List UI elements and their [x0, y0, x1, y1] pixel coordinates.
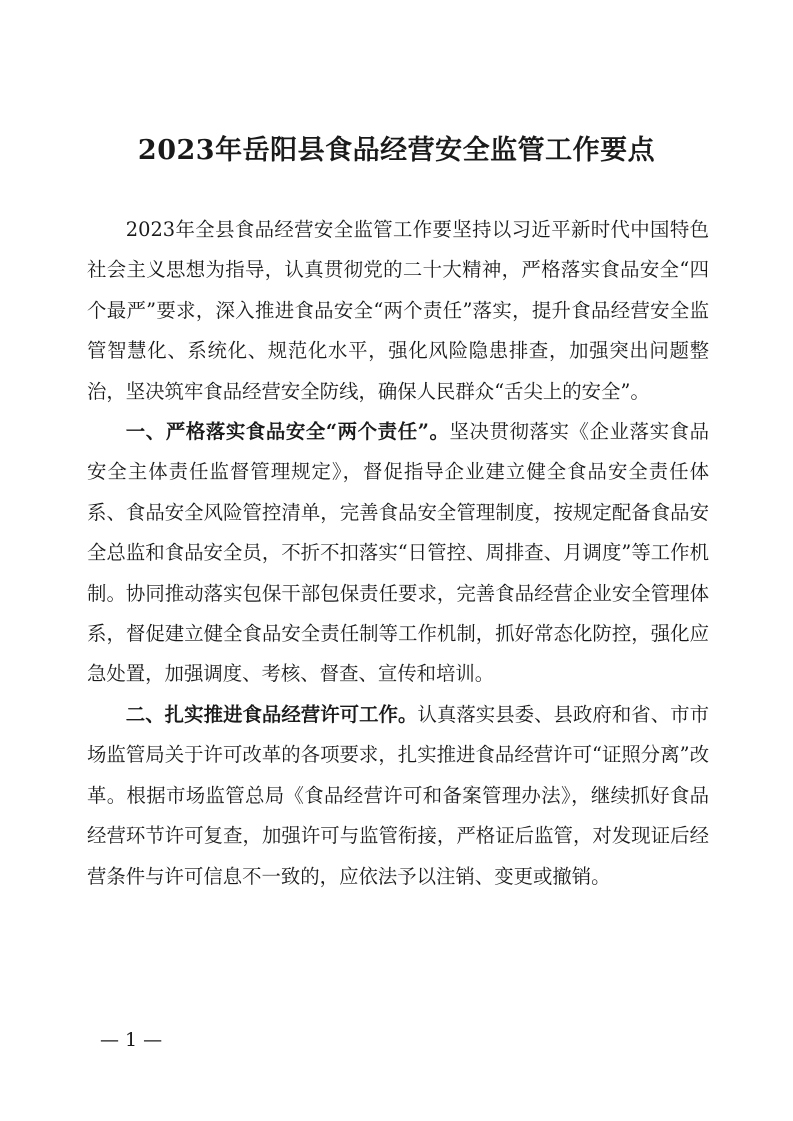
page-number: — 1 — — [100, 1029, 163, 1051]
section-text-2: 认真落实县委、县政府和省、市市场监管局关于许可改革的各项要求，扎实推进食品经营许可“证照分离”改革。根据市场监管总局《食品经营许可和备案管理办法》，继续抓好食品经营环节许可复查，加强许可与监管衔接，严格证后监管，对发现证后经营条件与许可信息不一致的，应依法予以注销、变更或撤销。 — [87, 702, 710, 888]
section-text-1: 坚决贯彻落实《企业落实食品安全主体责任监督管理规定》，督促指导企业建立健全食品安全责任体系、食品安全风险管控清单，完善食品安全管理制度，按规定配备食品安全总监和食品安全员，不折不扣落实“日管控、周排查、月调度”等工作机制。协同推动落实包保干部包保责任要求，完善食品经营企业安全管理体系，督促建立健全食品安全责任制等工作机制，抓好常态化防控，强化应急处置，加强调度、考核、督查、宣传和培训。 — [87, 420, 710, 686]
document-title: 2023年岳阳县食品经营安全监管工作要点 — [137, 135, 656, 166]
section-heading-2: 二、扎实推进食品经营许可工作。 — [125, 702, 418, 726]
document-body — [87, 210, 709, 897]
section-paragraph-1 — [87, 412, 709, 695]
section-heading-1: 一、严格落实食品安全“两个责任”。 — [125, 420, 450, 444]
intro-paragraph: 2023年全县食品经营安全监管工作要坚持以习近平新时代中国特色社会主义思想为指导，认真贯彻党的二十大精神，严格落实食品安全“四个最严”要求，深入推进食品安全“两个责任”落实，提升食品经营安全监管智慧化、系统化、规范化水平，强化风险隐患排查，加强突出问题整治，坚决筑牢食品经营安全防线，确保人民群众“舌尖上的安全”。 — [87, 218, 709, 403]
section-paragraph-2 — [87, 695, 709, 897]
